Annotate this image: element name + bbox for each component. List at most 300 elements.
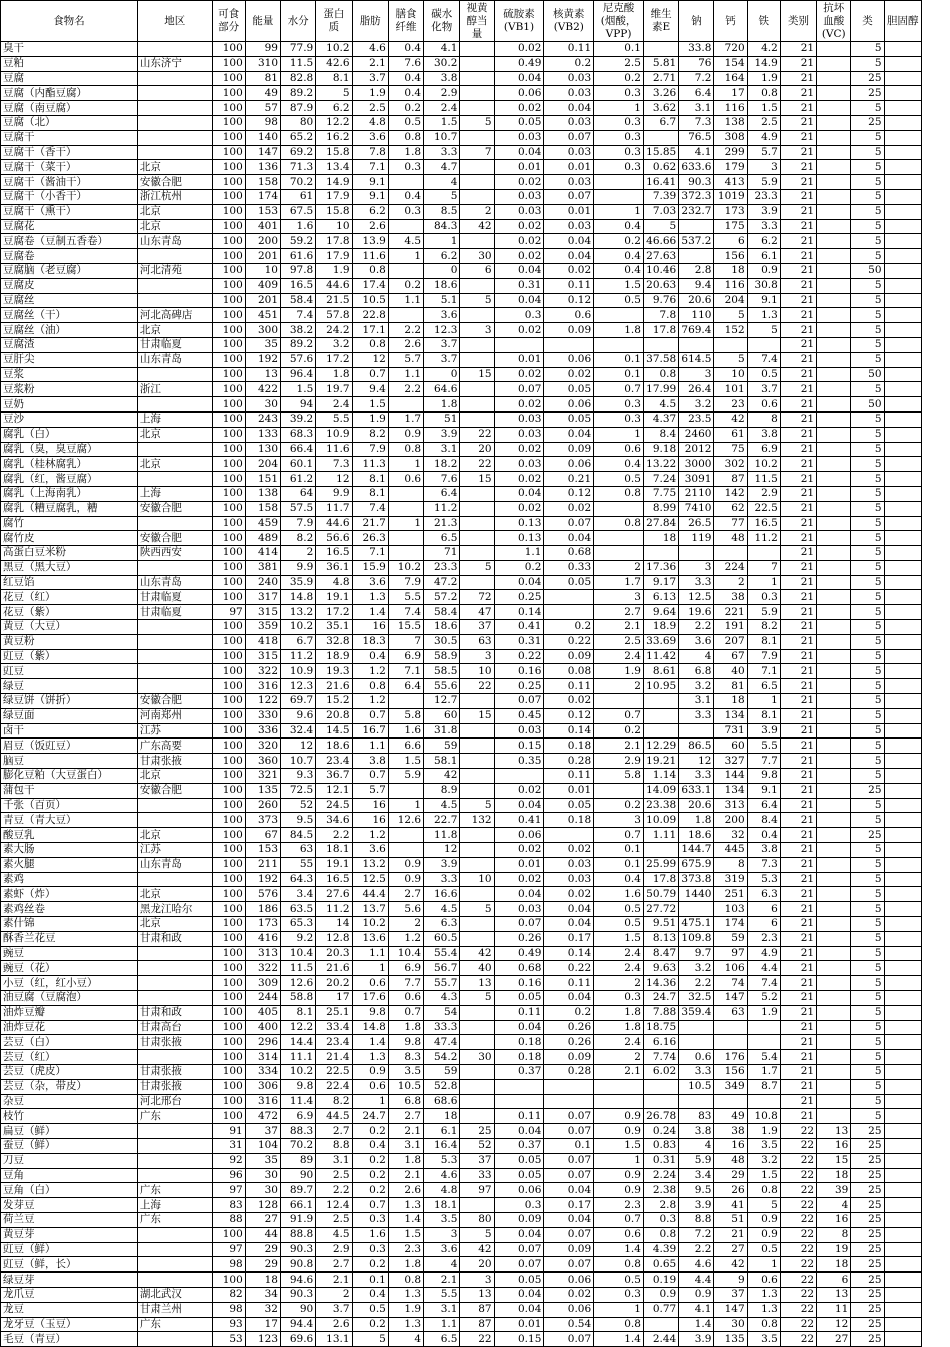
value-cell [460,1035,494,1050]
value-cell: 26.3 [352,531,388,546]
value-cell: 201 [245,293,280,308]
value-cell: 12.5 [352,872,388,887]
value-cell: 9.1 [352,189,388,204]
value-cell: 4.4 [679,1272,714,1287]
value-cell: 100 [212,723,245,738]
value-cell [817,798,851,813]
table-row [1,1332,922,1347]
value-cell: 19.7 [316,382,352,397]
value-cell: 1.3 [747,1302,780,1317]
table-row [1,931,922,946]
table-row [1,1198,922,1213]
value-cell [714,1094,747,1109]
value-cell: 100 [212,101,245,116]
region-cell [137,249,212,264]
value-cell: 25 [851,1317,884,1332]
value-cell: 90.3 [281,1287,316,1302]
value-cell: 7.24 [643,472,678,487]
value-cell: 0.7 [352,1198,388,1213]
value-cell: 1 [747,694,780,709]
value-cell [884,1183,921,1198]
table-row [1,828,922,843]
value-cell [643,337,678,352]
value-cell: 5 [851,1094,884,1109]
value-cell: 10 [460,872,494,887]
region-cell [137,516,212,531]
value-cell [884,531,921,546]
value-cell: 22 [780,1168,816,1183]
value-cell [817,263,851,278]
value-cell [817,872,851,887]
value-cell: 0.1 [594,352,644,367]
value-cell [884,308,921,323]
value-cell: 0.02 [494,249,544,264]
region-cell: 甘肃张掖 [137,754,212,769]
value-cell: 2 [388,917,423,932]
value-cell [884,723,921,738]
value-cell [817,634,851,649]
region-cell [137,1227,212,1242]
value-cell: 9.8 [281,1079,316,1094]
value-cell: 60 [424,708,460,723]
value-cell: 16.5 [747,516,780,531]
value-cell: 21 [780,1050,816,1065]
value-cell: 3 [679,560,714,575]
value-cell: 10.95 [643,679,678,694]
value-cell: 0.7 [352,769,388,784]
value-cell [594,1094,644,1109]
value-cell: 14.9 [747,56,780,71]
value-cell: 22 [780,1257,816,1272]
value-cell: 87 [460,1317,494,1332]
value-cell: 4.8 [316,575,352,590]
value-cell: 1.5 [747,101,780,116]
value-cell: 3.9 [679,1198,714,1213]
value-cell: 72 [460,590,494,605]
value-cell: 0.03 [494,130,544,145]
value-cell [643,723,678,738]
value-cell: 3.8 [747,427,780,442]
value-cell: 3.4 [281,887,316,902]
value-cell [884,1005,921,1020]
food-name-cell: 龙豆 [1,1302,138,1317]
food-name-cell: 豆腐丝（油） [1,323,138,338]
value-cell: 330 [245,708,280,723]
value-cell: 21 [780,86,816,101]
value-cell: 152 [714,323,747,338]
food-name-cell: 芸豆（红） [1,1050,138,1065]
food-name-cell: 豆腐花 [1,219,138,234]
value-cell: 100 [212,71,245,86]
value-cell: 211 [245,857,280,872]
value-cell [817,605,851,620]
value-cell: 12.3 [281,679,316,694]
food-name-cell: 膨化豆粕（大豆蛋白） [1,769,138,784]
value-cell: 69.7 [281,694,316,709]
value-cell: 5 [747,1198,780,1213]
value-cell: 3.9 [424,427,460,442]
value-cell: 0.02 [544,367,594,382]
value-cell: 10.7 [281,754,316,769]
value-cell: 10.2 [388,560,423,575]
value-cell: 6.4 [388,679,423,694]
value-cell: 0.07 [544,1124,594,1139]
value-cell [643,42,678,57]
value-cell: 5.5 [316,412,352,427]
value-cell: 14.4 [281,1035,316,1050]
table-header [1,1,922,42]
value-cell: 7.1 [388,664,423,679]
value-cell [714,1020,747,1035]
value-cell [884,679,921,694]
value-cell: 0.02 [494,843,544,858]
value-cell: 90 [281,1302,316,1317]
value-cell [817,620,851,635]
value-cell: 57 [245,101,280,116]
table-row [1,352,922,367]
value-cell [817,427,851,442]
food-name-cell: 豆腐卷（豆制五香卷） [1,234,138,249]
value-cell: 100 [212,813,245,828]
value-cell: 0.04 [544,531,594,546]
value-cell: 21 [780,234,816,249]
value-cell: 0.26 [544,1035,594,1050]
value-cell: 16 [352,798,388,813]
value-cell: 1.5 [388,754,423,769]
value-cell: 54 [424,1005,460,1020]
value-cell: 51 [424,412,460,427]
value-cell [817,501,851,516]
value-cell [884,145,921,160]
value-cell: 100 [212,397,245,412]
value-cell: 10 [316,219,352,234]
value-cell: 19.1 [316,857,352,872]
value-cell [747,1094,780,1109]
value-cell [884,160,921,175]
value-cell: 3.9 [424,857,460,872]
value-cell: 0.18 [494,1050,544,1065]
value-cell: 2.6 [316,1317,352,1332]
value-cell: 96 [212,1168,245,1183]
value-cell [460,887,494,902]
value-cell [817,1020,851,1035]
value-cell: 138 [714,115,747,130]
value-cell: 5 [851,382,884,397]
value-cell: 5 [851,872,884,887]
value-cell: 4.1 [679,1302,714,1317]
value-cell: 30 [245,1183,280,1198]
value-cell: 0.07 [544,1332,594,1347]
value-cell: 57.8 [316,308,352,323]
table-row [1,101,922,116]
value-cell: 5.7 [747,145,780,160]
value-cell [817,189,851,204]
value-cell: 10.5 [388,1079,423,1094]
table-row [1,531,922,546]
value-cell: 10.4 [388,946,423,961]
value-cell: 0.07 [494,382,544,397]
value-cell [884,634,921,649]
value-cell: 15.8 [316,204,352,219]
value-cell [884,263,921,278]
value-cell: 91.9 [281,1212,316,1227]
value-cell: 0.06 [544,397,594,412]
value-cell: 5.9 [747,605,780,620]
value-cell: 20.8 [316,708,352,723]
value-cell: 400 [245,1020,280,1035]
value-cell: 20 [460,1257,494,1272]
value-cell [544,1079,594,1094]
column-header: 硫胺素(VB1) [494,1,544,42]
value-cell [460,130,494,145]
value-cell: 0.16 [494,976,544,991]
value-cell: 1.4 [388,1212,423,1227]
value-cell: 0.2 [352,1168,388,1183]
value-cell: 100 [212,843,245,858]
value-cell: 0.04 [494,575,544,590]
value-cell: 30 [460,1050,494,1065]
value-cell [817,382,851,397]
value-cell: 1.8 [594,323,644,338]
food-name-cell: 黄豆粉 [1,634,138,649]
region-cell [137,560,212,575]
value-cell: 100 [212,961,245,976]
value-cell [388,175,423,190]
value-cell: 100 [212,1227,245,1242]
value-cell: 22 [780,1153,816,1168]
region-cell: 北京 [137,887,212,902]
value-cell: 21 [780,783,816,798]
value-cell: 100 [212,991,245,1006]
value-cell: 176 [714,1050,747,1065]
value-cell: 27 [817,1332,851,1347]
value-cell [460,86,494,101]
value-cell: 2.38 [643,1183,678,1198]
value-cell: 1 [388,516,423,531]
value-cell [884,293,921,308]
value-cell: 5.81 [643,56,678,71]
region-cell [137,42,212,57]
value-cell: 6.1 [747,249,780,264]
value-cell: 21 [780,738,816,753]
value-cell: 7.6 [388,56,423,71]
food-name-cell: 卤干 [1,723,138,738]
value-cell: 23.38 [643,798,678,813]
value-cell: 221 [714,605,747,620]
value-cell: 94 [281,397,316,412]
value-cell: 8 [714,857,747,872]
value-cell: 153 [245,843,280,858]
value-cell: 106 [714,961,747,976]
value-cell: 90.8 [281,1257,316,1272]
value-cell: 7.75 [643,486,678,501]
value-cell: 23.3 [747,189,780,204]
value-cell: 0.02 [494,397,544,412]
value-cell: 4 [679,1138,714,1153]
value-cell: 0.1 [594,857,644,872]
value-cell: 0.26 [494,931,544,946]
value-cell: 0.21 [544,472,594,487]
value-cell: 0.02 [494,472,544,487]
value-cell: 5.1 [424,293,460,308]
value-cell: 320 [245,738,280,753]
value-cell: 100 [212,560,245,575]
value-cell: 1.2 [352,664,388,679]
food-name-cell: 豆腐渣 [1,337,138,352]
value-cell: 720 [714,42,747,57]
value-cell: 21 [780,352,816,367]
value-cell: 0.4 [594,457,644,472]
value-cell: 0.9 [388,857,423,872]
value-cell: 59 [424,738,460,753]
value-cell [817,130,851,145]
value-cell: 30 [245,397,280,412]
value-cell: 4.8 [352,115,388,130]
value-cell: 36.1 [316,560,352,575]
value-cell: 9.4 [679,278,714,293]
value-cell: 12 [281,738,316,753]
value-cell: 3.7 [424,337,460,352]
value-cell: 1.2 [388,931,423,946]
value-cell: 55 [281,857,316,872]
region-cell: 江苏 [137,723,212,738]
value-cell: 11.6 [352,249,388,264]
value-cell: 3.8 [747,843,780,858]
value-cell: 2110 [679,486,714,501]
food-name-cell: 豆腐卷 [1,249,138,264]
value-cell: 22 [460,427,494,442]
region-cell [137,278,212,293]
value-cell: 0.04 [544,902,594,917]
value-cell: 5 [851,1109,884,1124]
value-cell [388,783,423,798]
value-cell: 25 [851,115,884,130]
value-cell [679,249,714,264]
value-cell: 2.2 [679,976,714,991]
value-cell: 0.04 [544,427,594,442]
region-cell [137,397,212,412]
value-cell: 50 [851,397,884,412]
value-cell: 414 [245,546,280,561]
column-header: 能量 [245,1,280,42]
column-header: 类 [851,1,884,42]
value-cell: 0.35 [494,754,544,769]
value-cell: 0.8 [388,1272,423,1287]
value-cell: 204 [714,293,747,308]
value-cell [817,649,851,664]
value-cell: 5 [851,634,884,649]
value-cell [884,204,921,219]
value-cell: 8.2 [316,1094,352,1109]
value-cell [388,694,423,709]
value-cell: 24.5 [316,798,352,813]
food-name-cell: 杂豆 [1,1094,138,1109]
value-cell: 98 [245,115,280,130]
value-cell: 315 [245,649,280,664]
table-row [1,961,922,976]
value-cell: 100 [212,204,245,219]
value-cell: 0.22 [544,634,594,649]
value-cell: 17.6 [352,991,388,1006]
value-cell: 0.2 [494,560,544,575]
value-cell: 18 [245,1272,280,1287]
value-cell: 3.1 [388,1138,423,1153]
value-cell [817,902,851,917]
value-cell: 1.1 [424,1317,460,1332]
value-cell: 100 [212,946,245,961]
value-cell: 0.03 [544,219,594,234]
food-name-cell: 芸豆（虎皮） [1,1064,138,1079]
value-cell: 32 [245,1302,280,1317]
value-cell: 1.5 [424,115,460,130]
value-cell: 300 [245,323,280,338]
region-cell: 上海 [137,1198,212,1213]
value-cell [884,560,921,575]
value-cell [460,516,494,531]
value-cell: 0.11 [544,42,594,57]
value-cell [679,219,714,234]
value-cell: 5 [851,101,884,116]
value-cell: 1 [594,427,644,442]
value-cell: 40 [460,961,494,976]
value-cell [884,991,921,1006]
table-row [1,620,922,635]
value-cell: 0.12 [544,708,594,723]
value-cell: 7.9 [352,442,388,457]
value-cell: 633.1 [679,783,714,798]
table-row [1,160,922,175]
value-cell: 9.9 [316,486,352,501]
value-cell: 19.21 [643,754,678,769]
value-cell: 50 [851,367,884,382]
value-cell: 6.8 [679,664,714,679]
value-cell: 5 [851,1035,884,1050]
value-cell: 0.11 [544,976,594,991]
value-cell: 16.41 [643,175,678,190]
value-cell: 0.02 [544,1287,594,1302]
value-cell: 0.02 [494,234,544,249]
value-cell: 10.2 [747,457,780,472]
value-cell: 0.04 [494,486,544,501]
value-cell: 0.03 [494,427,544,442]
food-name-cell: 千张（百页） [1,798,138,813]
column-header: 抗坏血酸(VC) [817,1,851,42]
value-cell: 21 [780,323,816,338]
region-cell: 山东济宁 [137,56,212,71]
region-cell: 北京 [137,160,212,175]
value-cell: 100 [212,189,245,204]
value-cell: 1.5 [747,1168,780,1183]
value-cell: 144 [714,769,747,784]
value-cell: 1.3 [388,1287,423,1302]
value-cell: 0.18 [544,813,594,828]
value-cell: 413 [714,175,747,190]
value-cell: 1 [594,1153,644,1168]
value-cell: 12.4 [316,1198,352,1213]
value-cell: 16.5 [316,546,352,561]
value-cell: 7.4 [747,352,780,367]
value-cell: 4.5 [316,1227,352,1242]
value-cell: 0.09 [544,442,594,457]
value-cell: 0.8 [352,679,388,694]
value-cell: 22 [780,1302,816,1317]
value-cell [817,472,851,487]
table-row [1,382,922,397]
value-cell: 5 [460,1227,494,1242]
value-cell: 0.49 [494,56,544,71]
value-cell: 18.1 [424,1198,460,1213]
value-cell: 21 [780,976,816,991]
